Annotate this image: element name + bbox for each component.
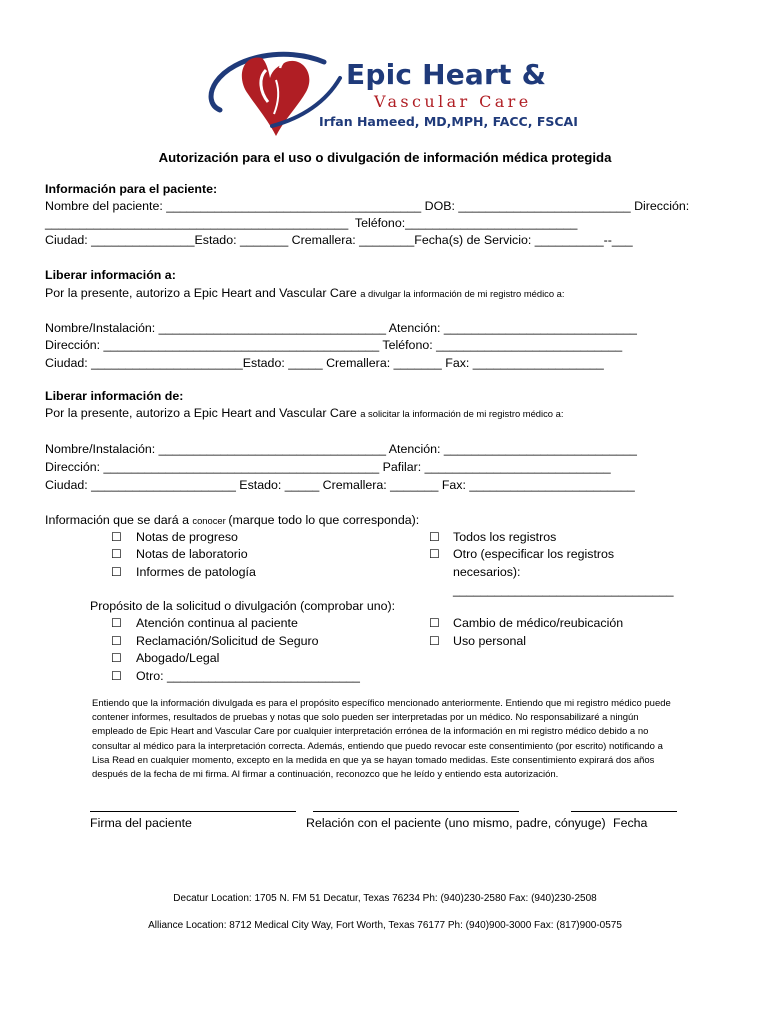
purpose-continued-care: Atención continua al paciente xyxy=(136,616,298,630)
relation-signature-line[interactable] xyxy=(313,811,519,812)
release-to-address-line[interactable]: Dirección: ________________________________________ Teléfono: ___________________________ xyxy=(45,338,623,352)
patient-name-line[interactable]: Nombre del paciente: _____________________________________ DOB: _________________________ Dirección: xyxy=(45,199,690,213)
info-heading-c: (marque todo lo que corresponda): xyxy=(228,513,420,527)
release-from-name-line[interactable]: Nombre/Instalación: _________________________________ Atención: ____________________________ xyxy=(45,442,637,456)
release-from-address-line[interactable]: Dirección: ________________________________________ Pafilar: ___________________________ xyxy=(45,460,611,474)
practice-logo xyxy=(206,48,578,140)
release-from-intro-small: a solicitar la información de mi registro médico a: xyxy=(360,408,564,419)
checkbox-icon[interactable]: ☐ xyxy=(429,616,440,630)
info-heading-a: Información que se dará a xyxy=(45,513,193,527)
patient-city-line[interactable]: Ciudad: _______________Estado: _______ Cremallera: ________Fecha(s) de Servicio: __________--___ xyxy=(45,233,633,247)
release-from-intro-main: Por la presente, autorizo a Epic Heart and Vascular Care xyxy=(45,406,361,420)
checkbox-icon[interactable]: ☐ xyxy=(111,634,122,648)
checkbox-icon[interactable]: ☐ xyxy=(111,530,122,544)
consent-paragraph xyxy=(92,697,682,782)
date-label: Fecha xyxy=(613,816,648,830)
other-records-input-line[interactable]: ________________________________ xyxy=(453,583,674,597)
option-other-records: Otro (especificar los registros xyxy=(453,547,615,561)
release-to-city-line[interactable]: Ciudad: ______________________Estado: _____ Cremallera: _______ Fax: ___________________ xyxy=(45,356,604,370)
brand-subtitle: Vascular Care xyxy=(374,92,532,111)
form-title: Autorización para el uso o divulgación de información médica protegida xyxy=(158,150,612,165)
checkbox-icon[interactable]: ☐ xyxy=(111,651,122,665)
purpose-personal-use: Uso personal xyxy=(453,634,527,648)
option-pathology: Informes de patología xyxy=(136,565,256,579)
purpose-other[interactable]: Otro: ____________________________ xyxy=(136,669,360,683)
doctor-credentials: Irfan Hameed, MD,MPH, FACC, FSCAI xyxy=(319,114,578,129)
option-progress-notes: Notas de progreso xyxy=(136,530,238,544)
patient-signature-line[interactable] xyxy=(90,811,296,812)
release-to-name-line[interactable]: Nombre/Instalación: _________________________________ Atención: ____________________________ xyxy=(45,321,637,335)
info-heading-b: conocer xyxy=(192,515,229,526)
release-to-intro-small: a divulgar la información de mi registro médico a: xyxy=(360,288,565,299)
option-all-records: Todos los registros xyxy=(453,530,557,544)
patient-info-heading: Información para el paciente: xyxy=(45,182,218,196)
checkbox-icon[interactable]: ☐ xyxy=(111,669,122,683)
release-from-city-line[interactable]: Ciudad: _____________________ Estado: _____ Cremallera: _______ Fax: ________________________ xyxy=(45,478,635,492)
checkbox-icon[interactable]: ☐ xyxy=(111,547,122,561)
release-to-intro-main: Por la presente, autorizo a Epic Heart and Vascular Care xyxy=(45,286,361,300)
checkbox-icon[interactable]: ☐ xyxy=(429,634,440,648)
footer-alliance: Alliance Location: 8712 Medical City Way, Fort Worth, Texas 76177 Ph: (940)900-3000 Fax: (817)900-0575 xyxy=(148,920,622,931)
purpose-change-doctor: Cambio de médico/reubicación xyxy=(453,616,624,630)
option-lab-notes: Notas de laboratorio xyxy=(136,547,248,561)
checkbox-icon[interactable]: ☐ xyxy=(111,616,122,630)
info-heading xyxy=(45,513,419,528)
footer-decatur: Decatur Location: 1705 N. FM 51 Decatur, Texas 76234 Ph: (940)230-2580 Fax: (940)230-2508 xyxy=(173,893,597,904)
release-from-heading: Liberar información de: xyxy=(45,389,184,403)
checkbox-icon[interactable]: ☐ xyxy=(429,530,440,544)
purpose-insurance: Reclamación/Solicitud de Seguro xyxy=(136,634,319,648)
checkbox-icon[interactable]: ☐ xyxy=(429,547,440,561)
release-to-intro xyxy=(45,286,564,301)
release-from-intro xyxy=(45,406,563,421)
relation-label: Relación con el paciente (uno mismo, padre, cónyuge) xyxy=(306,816,606,830)
release-to-heading: Liberar información a: xyxy=(45,268,176,282)
checkbox-icon[interactable]: ☐ xyxy=(111,565,122,579)
option-other-records-cont: necesarios): xyxy=(453,565,521,579)
patient-phone-line[interactable]: ____________________________________________ Teléfono:_________________________ xyxy=(45,216,578,230)
purpose-legal: Abogado/Legal xyxy=(136,651,220,665)
date-signature-line[interactable] xyxy=(571,811,677,812)
purpose-heading: Propósito de la solicitud o divulgación (comprobar uno): xyxy=(90,599,396,613)
consent-text: Entiendo que la información divulgada es para el propósito específico mencionado anteriormente. Entiendo que mi registro médico puede contener informes, resultados de pruebas y notas que solo pueden ser interpretadas por un médico. No responsabilizaré a ningún empleado de Epic Heart and Vascular Care por cualquier interpretación errónea de la información en mi registro médico debido a no consultar al médico para la interpretación correcta. Además, entiendo que puedo revocar este consentimiento (por escrito) notificando a Lisa Read en cualquier momento, excepto en la medida en que ya se hayan tomado medidas. Este consentimiento expirará dos años después de la fecha de mi firma. Al firmar a continuación, reconozco que he leído y entiendo esta autorización. xyxy=(92,698,671,781)
patient-signature-label: Firma del paciente xyxy=(90,816,192,830)
brand-name: Epic Heart & xyxy=(346,58,547,91)
